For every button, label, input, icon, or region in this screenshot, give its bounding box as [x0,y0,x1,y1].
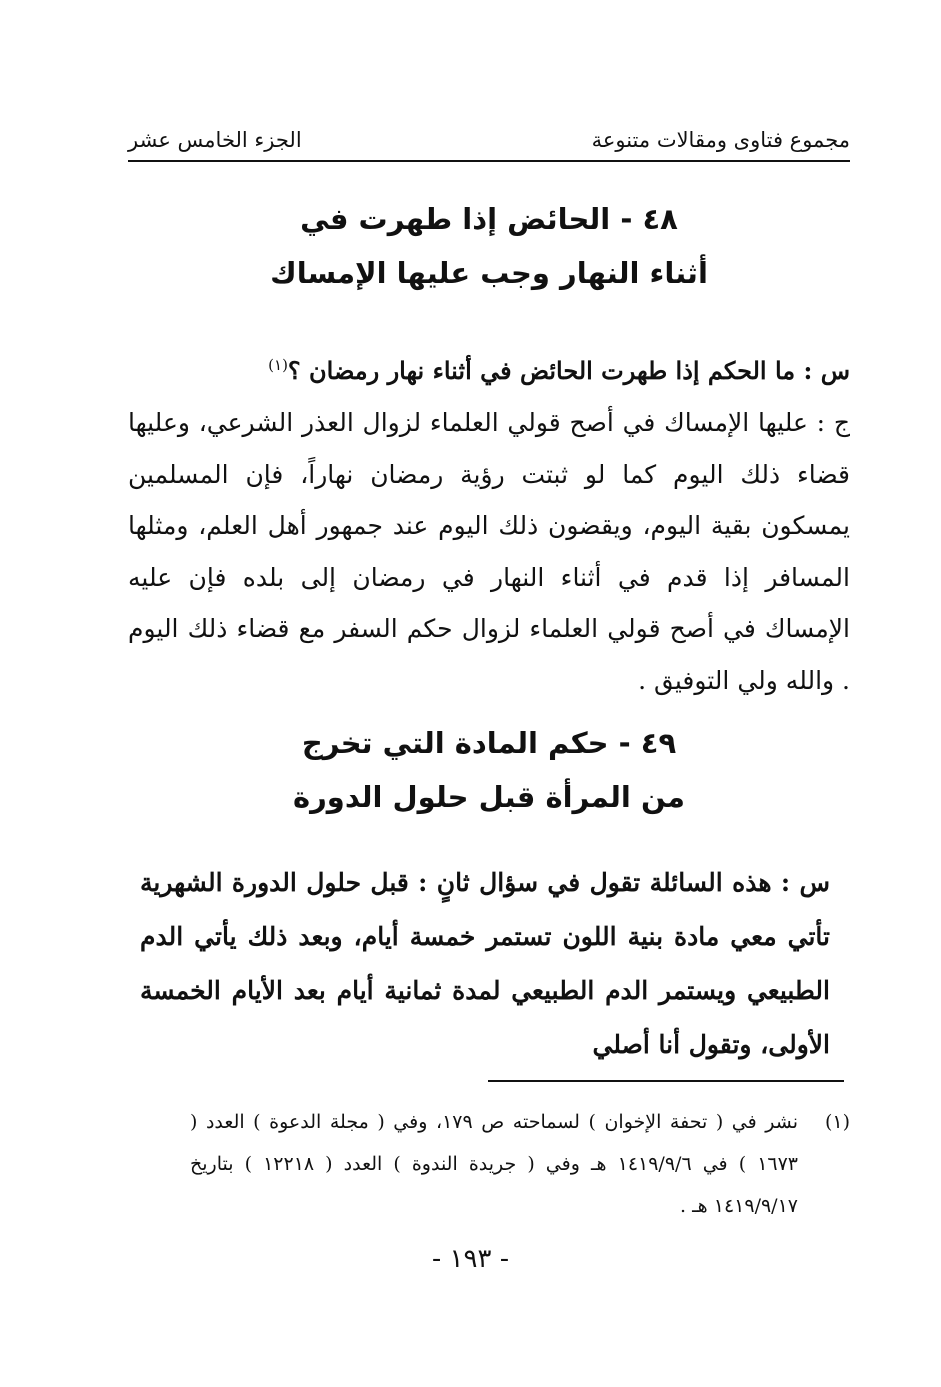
header-rule [128,160,850,162]
section-48-heading [128,192,850,300]
footnote-text: نشر في ( تحفة الإخوان ) لسماحته ص ١٧٩، وفي ( مجلة الدعوة ) العدد ( ١٦٧٣ ) في ١٤١٩/٩/٦ هـ وفي ( جريدة الندوة ) العدد ( ١٢٢١٨ ) بتاريخ ١٤١٩/٩/١٧ هـ . [190,1111,799,1217]
footnote-number: (١) [824,1111,850,1133]
section-49-heading-line2: من المرأة قبل حلول الدورة [292,780,686,814]
footnote-reference[interactable]: (١) [268,356,288,374]
page-number: - ١٩٣ - [431,1244,510,1274]
section-49-question: س : هذه السائلة تقول في سؤال ثانٍ : قبل حلول الدورة الشهرية تأتي معي مادة بنية اللون تستمر خمسة أيام، وبعد ذلك يأتي الدم الطبيعي ويستمر الدم الطبيعي لمدة ثمانية أيام بعد الأيام الخمسة الأولى، وتقول أنا أصلي [140,868,830,1059]
running-header [128,112,850,152]
footnote [190,1101,850,1227]
book-title: مجموع فتاوى ومقالات متنوعة [591,128,850,152]
section-48-question-text: س : ما الحكم إذا طهرت الحائض في أثناء نهار رمضان ؟ [287,356,850,385]
section-48-answer: ج : عليها الإمساك في أصح قولي العلماء لزوال العذر الشرعي، وعليها قضاء ذلك اليوم كما لو ثبتت رؤية رمضان نهاراً، فإن المسلمين يمسكون بقية اليوم، ويقضون ذلك اليوم عند جمهور أهل العلم، ومثلها المسافر إذا قدم في أثناء النهار في رمضان إلى بلده فإن عليه الإمساك في أصح قولي العلماء لزوال حكم السفر مع قضاء ذلك اليوم . والله ولي التوفيق . [128,408,850,695]
section-49-heading-line1: ٤٩ - حكم المادة التي تخرج [301,726,677,760]
section-48-heading-line2: أثناء النهار وجب عليها الإمساك [270,256,708,290]
section-48-question [128,340,850,397]
volume-label: الجزء الخامس عشر [128,128,302,152]
section-48-heading-line1: ٤٨ - الحائض إذا طهرت في [300,202,678,236]
section-49-heading [128,716,850,824]
footnote-rule [488,1080,844,1082]
